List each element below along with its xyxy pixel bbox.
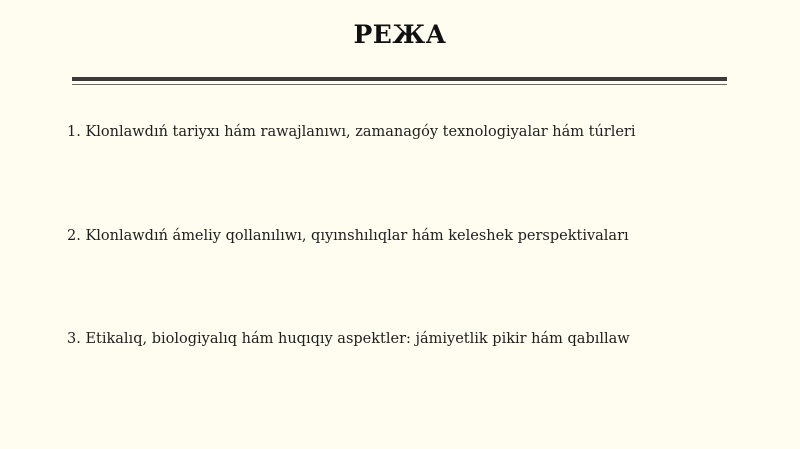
title-divider-thick [72,77,727,81]
title-divider-thin [72,84,727,85]
plan-item-2: 2. Klonlawdıń ámeliy qollanılıwı, qıyınshılıqlar hám keleshek perspektivaları [67,228,629,244]
slide-title: РЕЖА [353,20,447,49]
plan-item-3: 3. Etikalıq, biologiyalıq hám huqıqıy aspektler: jámiyetlik pikir hám qabıllaw [67,331,630,347]
plan-item-1: 1. Klonlawdıń tariyxı hám rawajlanıwı, zamanagóy texnologiyalar hám túrleri [67,124,636,140]
